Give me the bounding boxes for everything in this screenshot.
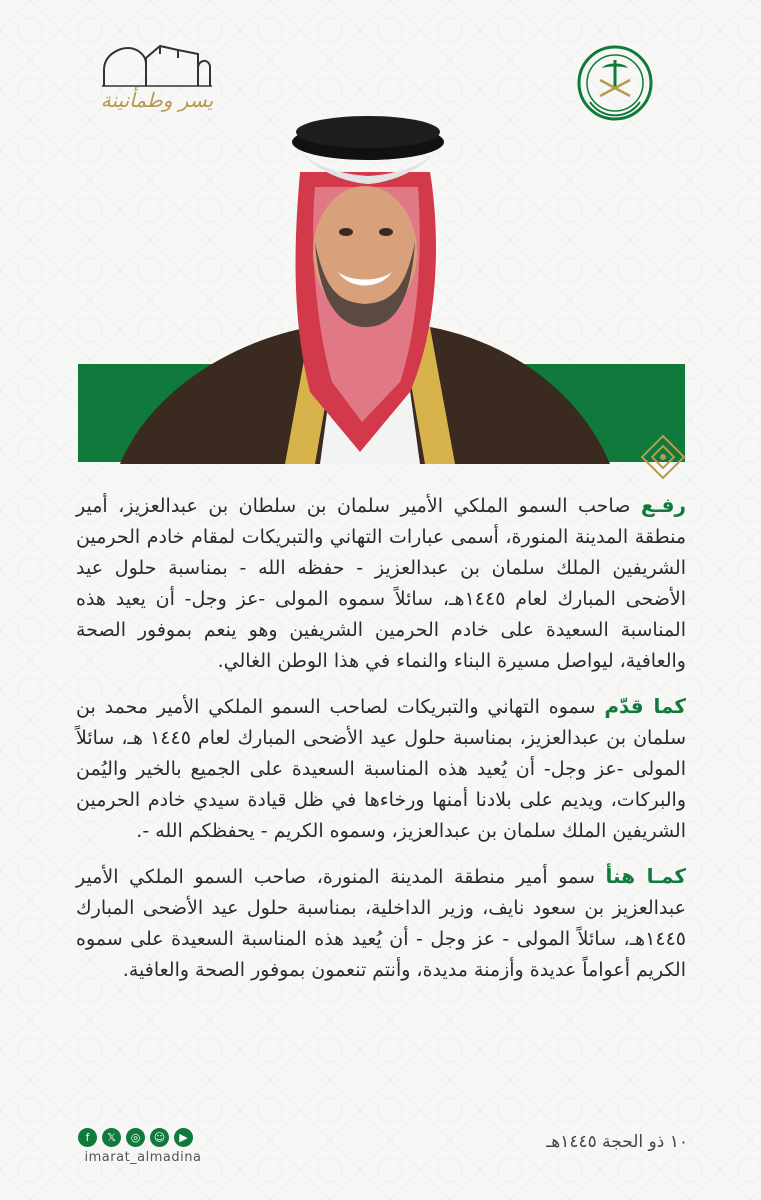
paragraph-2 (76, 691, 686, 847)
publication-date: ١٠ ذو الحجة ١٤٤٥هـ (546, 1132, 688, 1152)
social-links (78, 1128, 198, 1148)
paragraph-1 (76, 490, 686, 677)
paragraph-3-text: سمو أمير منطقة المدينة المنورة، صاحب السمو الملكي الأمير عبدالعزيز بن سعود نايف، وزير الداخلية، بمناسبة حلول عيد الأضحى المبارك ١٤٤٥هـ، سائلاً المولى - عز وجل - أن يُعيد هذه المناسبة السعيدة على سموه الكريم أعواماً عديدة وأزمنة مديدة، وأنتم تنعمون بموفور الصحة والعافية. (76, 866, 686, 981)
snapchat-icon[interactable]: ☺ (150, 1128, 169, 1147)
statement-body (76, 490, 686, 1000)
youtube-icon[interactable]: ▶ (174, 1128, 193, 1147)
campaign-logo-text: يسر وطمأنينة (100, 88, 214, 112)
paragraph-3-lead: كمـا هنأ (605, 864, 686, 888)
instagram-icon[interactable]: ◎ (126, 1128, 145, 1147)
paragraph-1-text: صاحب السمو الملكي الأمير سلمان بن سلطان بن عبدالعزيز، أمير منطقة المدينة المنورة، أسمى عبارات التهاني والتبريكات لمقام خادم الحرمين الشريفين الملك سلمان بن عبدالعزيز - حفظه الله - بمناسبة حلول عيد الأضحى المبارك لعام ١٤٤٥هـ، سائلاً سموه المولى -عز وجل- أن يعيد هذه المناسبة السعيدة على خادم الحرمين الشريفين وهو ينعم بموفور الصحة والعافية، ليواصل مسيرة البناء والنماء في هذا الوطن الغالي. (76, 495, 687, 672)
ornament-icon (640, 434, 686, 480)
x-icon[interactable]: 𝕏 (102, 1128, 121, 1147)
paragraph-2-text: سموه التهاني والتبريكات لصاحب السمو الملكي الأمير محمد بن سلمان بن عبدالعزيز، بمناسبة حلول عيد الأضحى المبارك لعام ١٤٤٥ هـ، سائلاً المولى -عز وجل- أن يُعيد هذه المناسبة السعيدة على الجميع بالخير واليُمن والبركات، ويديم على بلادنا أمنها ورخاءها في ظل قيادة سيدي خادم الحرمين الشريفين الملك سلمان بن عبدالعزيز، وسموه الكريم - يحفظكم الله -. (76, 696, 687, 842)
social-handle[interactable]: imarat_almadina (84, 1150, 202, 1165)
facebook-icon[interactable]: f (78, 1128, 97, 1147)
paragraph-2-lead: كما قدّم (604, 694, 686, 718)
paragraph-1-lead: رفـع (640, 493, 686, 517)
portrait-image (110, 92, 630, 464)
paragraph-3 (76, 861, 686, 986)
